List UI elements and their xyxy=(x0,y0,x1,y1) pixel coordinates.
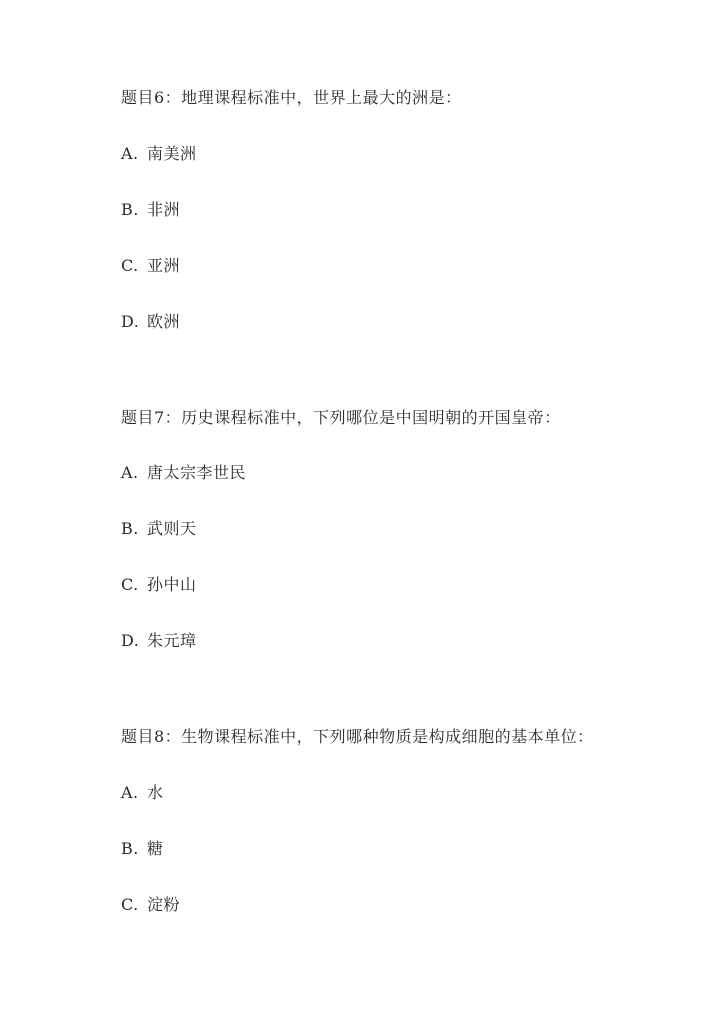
option-text: 水 xyxy=(147,783,164,802)
option-letter: D. xyxy=(121,312,140,331)
option-text: 朱元璋 xyxy=(147,631,197,650)
option-text: 欧洲 xyxy=(147,312,181,331)
option-letter: C. xyxy=(121,575,139,594)
option-letter: A. xyxy=(121,783,139,802)
option-text: 淀粉 xyxy=(147,895,181,914)
option-letter: B. xyxy=(121,200,139,219)
question-7-option-a xyxy=(121,462,246,484)
question-7-option-c xyxy=(121,574,197,596)
question-8-option-c xyxy=(121,894,180,916)
option-letter: C. xyxy=(121,895,139,914)
question-6-option-a xyxy=(121,143,197,165)
option-text: 唐太宗李世民 xyxy=(147,463,247,482)
question-7-option-d xyxy=(121,630,197,652)
option-letter: A. xyxy=(121,144,139,163)
question-6-option-d xyxy=(121,311,180,333)
question-7-option-b xyxy=(121,518,197,540)
option-text: 孙中山 xyxy=(147,575,197,594)
option-letter: A. xyxy=(121,463,139,482)
question-8-option-a xyxy=(121,782,164,804)
question-7-prompt: 题目7：历史课程标准中，下列哪位是中国明朝的开国皇帝： xyxy=(121,408,561,427)
option-letter: C. xyxy=(121,256,139,275)
option-text: 非洲 xyxy=(147,200,181,219)
question-6-prompt: 题目6：地理课程标准中，世界上最大的洲是： xyxy=(121,88,462,107)
question-8-option-b xyxy=(121,838,164,860)
option-text: 亚洲 xyxy=(147,256,181,275)
question-8-prompt: 题目8：生物课程标准中，下列哪种物质是构成细胞的基本单位： xyxy=(121,727,594,746)
question-6-option-c xyxy=(121,255,180,277)
option-text: 武则天 xyxy=(147,519,197,538)
question-6-option-b xyxy=(121,199,180,221)
option-letter: B. xyxy=(121,839,139,858)
option-letter: B. xyxy=(121,519,139,538)
option-letter: D. xyxy=(121,631,140,650)
option-text: 南美洲 xyxy=(147,144,197,163)
option-text: 糖 xyxy=(147,839,164,858)
